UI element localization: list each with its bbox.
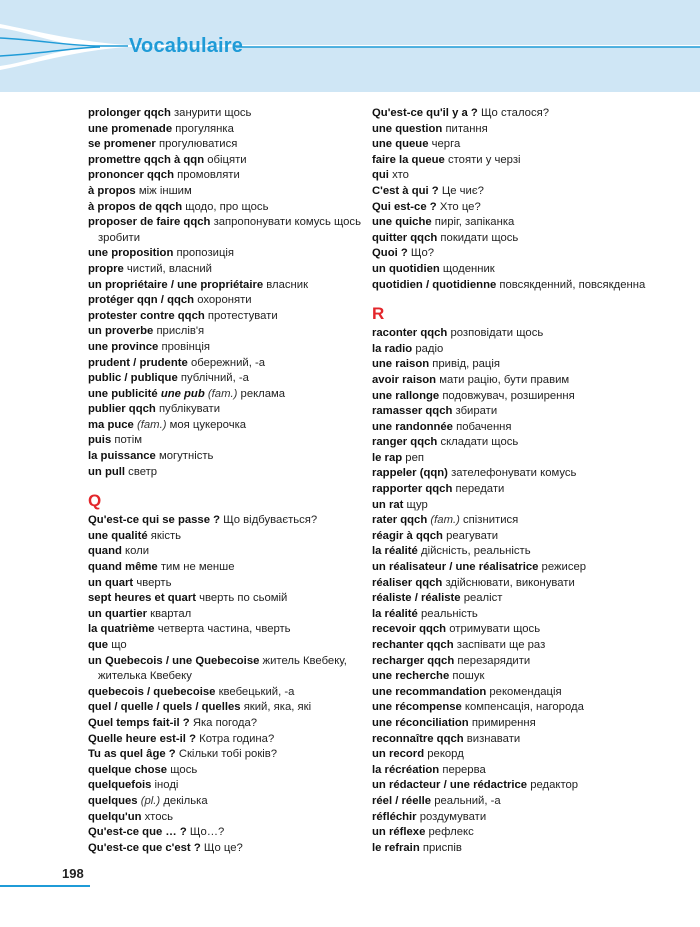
ukrainian-translation: рефлекс: [428, 826, 474, 839]
french-term: quitter qqch: [372, 231, 438, 244]
vocabulary-entry: [88, 810, 388, 826]
french-term: le refrain: [372, 841, 420, 854]
french-term: une question: [372, 122, 443, 135]
french-term: avoir raison: [372, 373, 437, 386]
ukrainian-translation: іноді: [154, 779, 179, 792]
french-term: rechanter qqch: [372, 639, 454, 651]
ukrainian-translation: обережний, -а: [190, 356, 266, 369]
vocabulary-entry: [372, 153, 672, 169]
french-term: C'est à qui ?: [372, 184, 439, 197]
french-term: réaliser qqch: [372, 576, 443, 589]
ukrainian-translation: щур: [406, 498, 428, 511]
vocabulary-entry: [372, 200, 672, 216]
vocabulary-entry: [88, 576, 388, 592]
vocabulary-entry: [372, 591, 672, 607]
french-term: la réalité: [372, 607, 418, 620]
vocabulary-entry: [372, 184, 672, 200]
vocabulary-entry: [88, 513, 388, 529]
ukrainian-translation: тим не менше: [160, 561, 235, 574]
ukrainian-translation: Котра година?: [199, 732, 275, 745]
french-term: une recherche: [372, 670, 450, 683]
french-term: Qu'est-ce qu'il y a ?: [372, 107, 478, 119]
ukrainian-translation: реальний, -а: [434, 794, 501, 807]
ukrainian-translation: моя цукерочка: [169, 418, 247, 431]
ukrainian-translation: занурити щось: [173, 107, 252, 119]
french-term: une raison: [372, 358, 430, 371]
ukrainian-translation: власник: [266, 278, 309, 291]
french-term: réel / réelle: [372, 794, 432, 807]
ukrainian-translation: стояти у черзі: [447, 153, 521, 166]
french-term: une proposition: [88, 247, 174, 260]
french-term: prudent / prudente: [88, 356, 188, 369]
french-term: une qualité: [88, 529, 148, 542]
vocabulary-entry: [88, 700, 388, 716]
french-term: recharger qqch: [372, 654, 455, 667]
ukrainian-translation: редактор: [530, 779, 579, 792]
ukrainian-translation: побачення: [456, 420, 512, 433]
ukrainian-translation: подовжувач, розширення: [442, 389, 575, 402]
french-term: une quiche: [372, 216, 432, 229]
french-term: faire la queue: [372, 153, 445, 166]
french-term: publier qqch: [88, 403, 156, 416]
vocabulary-entry: [372, 246, 672, 262]
ukrainian-translation: светр: [128, 465, 158, 478]
french-term: rapporter qqch: [372, 483, 453, 496]
ukrainian-translation: примирення: [471, 716, 536, 729]
vocabulary-entry: [88, 669, 388, 685]
vocabulary-entry: [88, 278, 388, 294]
vocabulary-entry: [88, 560, 388, 576]
vocabulary-entry: [372, 622, 672, 638]
vocabulary-entry: [88, 215, 388, 231]
ukrainian-translation: щоденник: [442, 262, 495, 275]
french-term: se promener: [88, 138, 156, 151]
ukrainian-translation: якість: [150, 529, 182, 542]
french-term: reconnaître qqch: [372, 732, 464, 745]
ukrainian-translation: щось: [170, 763, 198, 776]
vocabulary-entry: [88, 654, 388, 670]
french-term: recevoir qqch: [372, 623, 447, 636]
french-term: qui: [372, 169, 389, 182]
header-wave-decoration: [0, 0, 700, 92]
french-term: une randonnée: [372, 420, 453, 433]
french-term: la réalité: [372, 545, 418, 558]
ukrainian-translation: хтось: [144, 810, 174, 823]
ukrainian-translation: охороняти: [197, 294, 252, 307]
vocabulary-entry: [88, 200, 388, 216]
vocabulary-entry: [88, 544, 388, 560]
ukrainian-translation: реаліст: [463, 592, 503, 605]
french-term: un propriétaire / une propriétaire: [88, 278, 264, 291]
french-term: à propos de qqch: [88, 200, 183, 213]
vocabulary-entry: [372, 560, 672, 576]
vocabulary-entry: [372, 700, 672, 716]
french-term: sept heures et quart: [88, 592, 196, 605]
ukrainian-translation: Це чиє?: [441, 184, 484, 197]
header-banner: [0, 0, 700, 92]
ukrainian-translation: спізнитися: [463, 514, 519, 527]
french-term: à propos: [88, 184, 136, 197]
french-term: promettre qqch à qqn: [88, 153, 205, 166]
vocabulary-column-left: [88, 106, 388, 856]
vocabulary-entry: [372, 122, 672, 138]
ukrainian-translation: збирати: [455, 405, 498, 418]
vocabulary-entry: [372, 482, 672, 498]
vocabulary-entry: [372, 529, 672, 545]
french-term: Tu as quel âge ?: [88, 748, 176, 761]
vocabulary-entry: [372, 576, 672, 592]
french-term-alt: une pub: [160, 387, 205, 400]
french-term: quand même: [88, 561, 158, 574]
ukrainian-translation: черга: [431, 138, 461, 151]
ukrainian-translation: привід, рація: [432, 358, 501, 371]
vocabulary-entry: [88, 137, 388, 153]
ukrainian-translation: прогулюватися: [158, 138, 238, 151]
vocabulary-entry: [372, 435, 672, 451]
ukrainian-translation: покидати щось: [440, 231, 519, 244]
french-term: un rédacteur / une rédactrice: [372, 779, 528, 792]
french-term: quelque chose: [88, 763, 168, 776]
french-term: raconter qqch: [372, 327, 448, 340]
ukrainian-translation: Яка погода?: [192, 716, 258, 729]
usage-note: (fam.): [207, 387, 238, 400]
french-term: la récréation: [372, 763, 440, 776]
vocabulary-entry: [372, 607, 672, 623]
ukrainian-translation: четверта частина, чверть: [157, 623, 291, 636]
ukrainian-translation: здійснювати, виконувати: [445, 576, 575, 589]
french-term: Qui est-ce ?: [372, 200, 437, 213]
vocabulary-entry: [372, 732, 672, 748]
french-term: quelquefois: [88, 779, 152, 792]
ukrainian-translation: передати: [455, 483, 505, 496]
french-term: un rat: [372, 498, 404, 511]
ukrainian-translation: мати рацію, бути правим: [439, 373, 570, 386]
vocabulary-entry: [372, 373, 672, 389]
ukrainian-translation: запропонувати комусь щось: [213, 216, 361, 229]
ukrainian-translation: квартал: [150, 607, 192, 620]
vocabulary-entry: [88, 246, 388, 262]
ukrainian-translation: який, яка, які: [243, 701, 312, 714]
vocabulary-entry: [88, 122, 388, 138]
ukrainian-translation: Що…?: [189, 826, 225, 839]
ukrainian-translation: реклама: [240, 387, 286, 400]
vocabulary-entry: [372, 451, 672, 467]
french-term: Quelle heure est-il ?: [88, 732, 196, 745]
vocabulary-entry: [372, 404, 672, 420]
vocabulary-entry: [88, 262, 388, 278]
french-term: protester contre qqch: [88, 309, 205, 322]
vocabulary-entry: [372, 794, 672, 810]
french-term: ma puce: [88, 418, 134, 431]
french-term: un quotidien: [372, 262, 440, 275]
french-term: un réalisateur / une réalisatrice: [372, 561, 539, 574]
vocabulary-entry: [88, 732, 388, 748]
french-term: la puissance: [88, 450, 156, 463]
french-term: un pull: [88, 465, 126, 478]
vocabulary-entry: [372, 389, 672, 405]
french-term: prolonger qqch: [88, 107, 171, 119]
ukrainian-translation: визнавати: [466, 732, 521, 745]
ukrainian-translation: пиріг, запіканка: [434, 216, 515, 229]
ukrainian-translation: потім: [114, 434, 142, 447]
french-term: prononcer qqch: [88, 169, 174, 182]
french-term: ranger qqch: [372, 436, 438, 449]
french-term: quebecois / quebecoise: [88, 685, 216, 698]
vocabulary-entry: [88, 622, 388, 638]
vocabulary-entry: [88, 340, 388, 356]
vocabulary-entry: [372, 262, 672, 278]
vocabulary-entry: [88, 747, 388, 763]
vocabulary-entry: [372, 763, 672, 779]
ukrainian-translation: декілька: [163, 794, 208, 807]
french-term: quelques: [88, 794, 138, 807]
vocabulary-entry: [88, 184, 388, 200]
vocabulary-entry: [372, 513, 672, 529]
vocabulary-entry: [88, 591, 388, 607]
french-term: quotidien / quotidienne: [372, 278, 497, 291]
french-term: réaliste / réaliste: [372, 592, 461, 605]
french-term: Quoi ?: [372, 247, 408, 260]
french-term: Qu'est-ce qui se passe ?: [88, 514, 221, 527]
vocabulary-entry: [88, 529, 388, 545]
vocabulary-entry: [88, 418, 388, 434]
ukrainian-translation: дійсність, реальність: [421, 545, 531, 558]
ukrainian-translation: отримувати щось: [449, 623, 541, 636]
ukrainian-translation: реагувати: [446, 529, 499, 542]
ukrainian-translation: повсякденний, повсякденна: [499, 278, 646, 291]
vocabulary-entry: [88, 309, 388, 325]
vocabulary-column-right: [372, 106, 672, 856]
vocabulary-entry: [372, 420, 672, 436]
french-term: une province: [88, 340, 159, 353]
vocabulary-entry: [372, 778, 672, 794]
ukrainian-translation: чверть: [136, 576, 172, 589]
french-term: un quart: [88, 576, 134, 589]
vocabulary-entry: [88, 168, 388, 184]
ukrainian-translation: Що сталося?: [480, 107, 550, 119]
french-term: la radio: [372, 342, 413, 355]
vocabulary-entry: [88, 825, 388, 841]
usage-note: (pl.): [140, 794, 161, 807]
french-term: Quel temps fait-il ?: [88, 716, 190, 729]
ukrainian-translation: жителька Квебеку: [98, 670, 192, 683]
french-term: une rallonge: [372, 389, 440, 402]
ukrainian-translation: провінція: [161, 340, 210, 353]
vocabulary-entry: [88, 293, 388, 309]
vocabulary-entry: [372, 654, 672, 670]
vocabulary-entry: [372, 638, 672, 654]
ukrainian-translation: режисер: [541, 561, 587, 574]
vocabulary-entry: [372, 841, 672, 857]
ukrainian-translation: компенсація, нагорода: [464, 701, 584, 714]
ukrainian-translation: промовляти: [177, 169, 240, 182]
letter-heading: R: [372, 304, 385, 324]
french-term: Qu'est-ce que … ?: [88, 826, 187, 839]
french-term: rappeler (qqn): [372, 467, 448, 480]
vocabulary-entry: [372, 231, 672, 247]
usage-note: (fam.): [136, 418, 167, 431]
vocabulary-entry: [372, 747, 672, 763]
french-term: un réflexe: [372, 826, 426, 839]
vocabulary-entry: [88, 356, 388, 372]
ukrainian-translation: радіо: [415, 342, 444, 355]
french-term: une récompense: [372, 701, 462, 714]
french-term: un quartier: [88, 607, 147, 620]
vocabulary-entry: [88, 794, 388, 810]
vocabulary-entry: [88, 402, 388, 418]
ukrainian-translation: Що відбувається?: [223, 514, 318, 527]
ukrainian-translation: прогулянка: [175, 122, 234, 135]
french-term: une recommandation: [372, 685, 487, 698]
french-term: ramasser qqch: [372, 405, 453, 418]
french-term: propre: [88, 262, 124, 275]
vocabulary-entry: [372, 168, 672, 184]
vocabulary-entry: [88, 841, 388, 857]
ukrainian-translation: що: [111, 639, 127, 651]
ukrainian-translation: протестувати: [207, 309, 278, 322]
vocabulary-entry: [372, 357, 672, 373]
french-term: une réconciliation: [372, 716, 469, 729]
vocabulary-entry: [372, 669, 672, 685]
vocabulary-entry: [88, 387, 388, 403]
vocabulary-entry: [372, 716, 672, 732]
french-term: un record: [372, 748, 425, 761]
vocabulary-entry: [372, 466, 672, 482]
french-term: public / publique: [88, 372, 178, 385]
french-term: quand: [88, 545, 122, 558]
ukrainian-translation: Хто це?: [439, 200, 481, 213]
french-term: la quatrième: [88, 623, 155, 636]
ukrainian-translation: складати щось: [440, 436, 519, 449]
ukrainian-translation: коли: [125, 545, 150, 558]
french-term: quel / quelle / quels / quelles: [88, 701, 241, 714]
ukrainian-translation: роздумувати: [419, 810, 487, 823]
vocabulary-entry: [88, 371, 388, 387]
ukrainian-translation: Що це?: [203, 841, 243, 854]
french-term: une queue: [372, 138, 429, 151]
ukrainian-translation: пропозиція: [176, 247, 235, 260]
ukrainian-translation: квебецький, -а: [218, 685, 295, 698]
ukrainian-translation: чистий, власний: [126, 262, 212, 275]
french-term: une publicité: [88, 387, 158, 400]
vocabulary-entry: [372, 342, 672, 358]
vocabulary-entry: [372, 544, 672, 560]
vocabulary-entry: [88, 607, 388, 623]
french-term: une promenade: [88, 122, 173, 135]
ukrainian-translation: реп: [405, 451, 424, 464]
vocabulary-entry: [88, 685, 388, 701]
letter-heading: Q: [88, 491, 102, 511]
ukrainian-translation: житель Квебеку,: [262, 654, 347, 667]
ukrainian-translation: хто: [392, 169, 409, 182]
ukrainian-translation: чверть по сьомій: [199, 592, 288, 605]
ukrainian-translation: питання: [445, 122, 488, 135]
vocabulary-entry: [372, 825, 672, 841]
ukrainian-translation: публікувати: [158, 403, 221, 416]
vocabulary-entry: [88, 324, 388, 340]
french-term: quelqu'un: [88, 810, 142, 823]
vocabulary-entry: [372, 215, 672, 231]
vocabulary-entry: [88, 433, 388, 449]
section-title: Vocabulaire: [129, 35, 244, 57]
ukrainian-translation: заспівати ще раз: [456, 639, 546, 651]
ukrainian-translation: між іншим: [138, 184, 192, 197]
french-term: réagir à qqch: [372, 529, 443, 542]
vocabulary-entry: [88, 716, 388, 732]
french-term: un Quebecois / une Quebecoise: [88, 654, 260, 667]
ukrainian-translation: могутність: [158, 450, 214, 463]
french-term: puis: [88, 434, 112, 447]
vocabulary-entry: [372, 810, 672, 826]
vocabulary-entry: [88, 465, 388, 481]
ukrainian-translation: приспів: [422, 841, 462, 854]
ukrainian-translation: рекорд: [427, 748, 464, 761]
french-term: rater qqch: [372, 514, 428, 527]
vocabulary-entry: [88, 231, 388, 247]
ukrainian-translation: обіцяти: [207, 153, 247, 166]
page-number: 198: [62, 866, 84, 881]
ukrainian-translation: Скільки тобі років?: [178, 748, 278, 761]
french-term: le rap: [372, 451, 403, 464]
french-term: un proverbe: [88, 325, 154, 338]
vocabulary-entry: [88, 153, 388, 169]
vocabulary-entry: [372, 137, 672, 153]
french-term: que: [88, 639, 109, 651]
ukrainian-translation: пошук: [452, 670, 485, 683]
ukrainian-translation: зателефонувати комусь: [451, 467, 577, 480]
ukrainian-translation: Що?: [410, 247, 435, 260]
ukrainian-translation: прислів'я: [156, 325, 205, 338]
usage-note: (fam.): [430, 514, 460, 527]
ukrainian-translation: реальність: [421, 607, 478, 620]
french-term: protéger qqn / qqch: [88, 294, 195, 307]
ukrainian-translation: щодо, про щось: [185, 200, 269, 213]
french-term: proposer de faire qqch: [88, 216, 211, 229]
vocabulary-entry: [372, 498, 672, 514]
vocabulary-entry: [372, 326, 672, 342]
ukrainian-translation: розповідати щось: [450, 327, 544, 340]
footer-rule: [0, 885, 90, 887]
vocabulary-entry: [88, 449, 388, 465]
vocabulary-entry: [372, 685, 672, 701]
vocabulary-entry: [88, 638, 388, 654]
vocabulary-entry: [88, 778, 388, 794]
vocabulary-entry: [372, 278, 672, 294]
vocabulary-entry: [372, 106, 672, 122]
ukrainian-translation: перезарядити: [457, 654, 531, 667]
ukrainian-translation: перерва: [442, 763, 486, 776]
vocabulary-entry: [88, 106, 388, 122]
ukrainian-translation: рекомендація: [489, 685, 562, 698]
vocabulary-entry: [88, 763, 388, 779]
ukrainian-translation: публічний, -а: [180, 372, 249, 385]
french-term: Qu'est-ce que c'est ?: [88, 841, 201, 854]
french-term: réfléchir: [372, 810, 417, 823]
ukrainian-translation: зробити: [98, 231, 141, 244]
